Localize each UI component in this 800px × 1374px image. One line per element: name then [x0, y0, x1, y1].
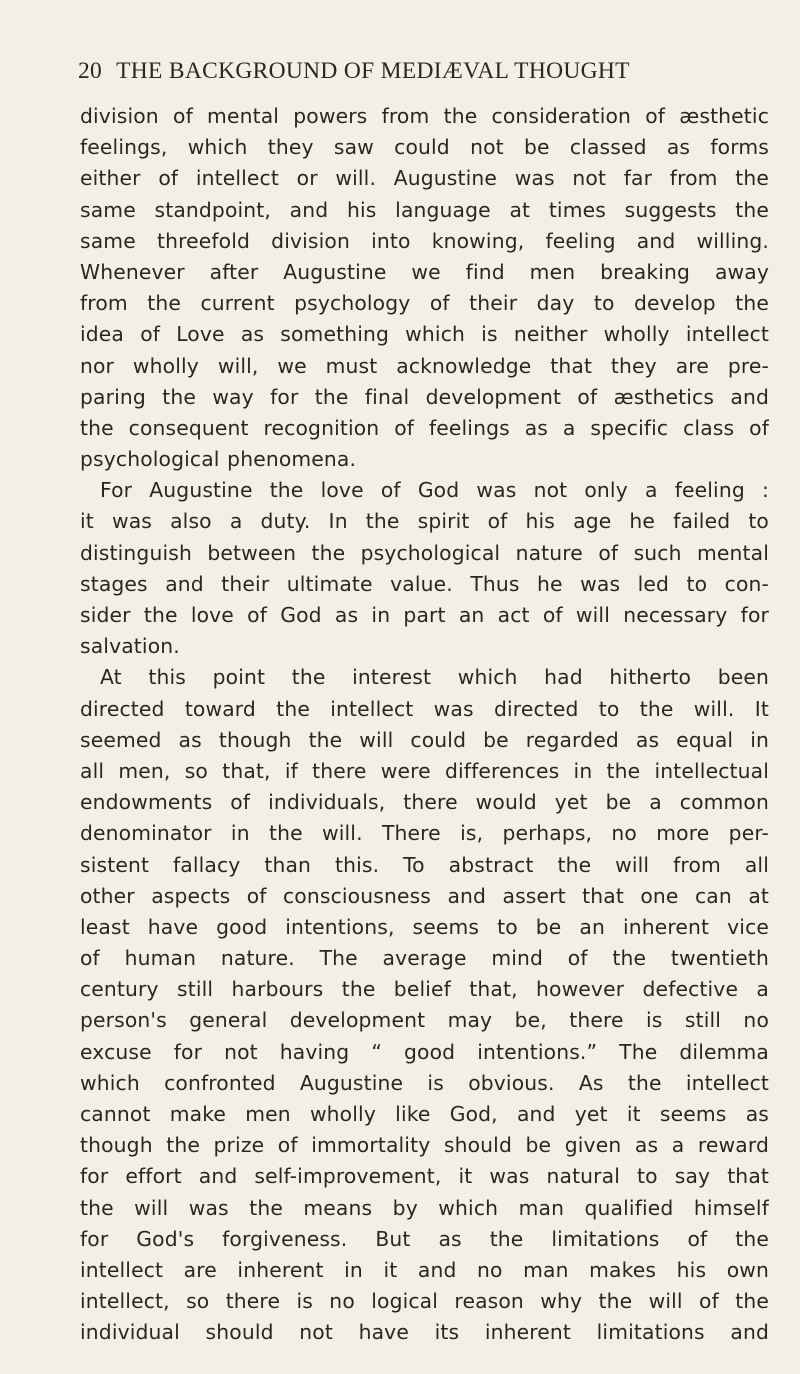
- text-line: directed toward the intellect was directed to the will. It: [80, 696, 769, 721]
- text-line: sistent fallacy than this. To abstract the will from all: [80, 852, 769, 877]
- text-line: the will was the means by which man qualified himself: [80, 1195, 769, 1220]
- text-line: of human nature. The average mind of the twentieth: [80, 946, 769, 971]
- chapter-title: THE BACKGROUND OF MEDIÆVAL THOUGHT: [116, 58, 630, 84]
- text-line: distinguish between the psychological nature of such mental: [80, 540, 769, 565]
- text-line: excuse for not having “ good intentions.” The dilemma: [80, 1039, 769, 1064]
- text-line: century still harbours the belief that, however defective a: [80, 977, 769, 1002]
- text-line: though the prize of immortality should be given as a reward: [80, 1133, 769, 1158]
- text-line: either of intellect or will. Augustine was not far from the: [80, 166, 769, 191]
- text-line: individual should not have its inherent limitations and: [80, 1320, 769, 1345]
- paragraph-start-line: For Augustine the love of God was not only a feeling :: [100, 478, 769, 503]
- text-line: least have good intentions, seems to be an inherent vice: [80, 914, 769, 939]
- text-line: from the current psychology of their day to develop the: [80, 291, 769, 316]
- text-line: same standpoint, and his language at times suggests the: [80, 197, 769, 222]
- text-line: paring the way for the final development of æsthetics and: [80, 384, 769, 409]
- text-line: nor wholly will, we must acknowledge that they are pre-: [80, 353, 769, 378]
- text-line: for God's forgiveness. But as the limitations of the: [80, 1226, 769, 1251]
- text-line: idea of Love as something which is neither wholly intellect: [80, 322, 769, 347]
- text-line: stages and their ultimate value. Thus he was led to con-: [80, 571, 769, 596]
- text-line: person's general development may be, there is still no: [80, 1008, 769, 1033]
- text-line: feelings, which they saw could not be classed as forms: [80, 135, 769, 160]
- text-line: it was also a duty. In the spirit of his age he failed to: [80, 509, 769, 534]
- text-line: Whenever after Augustine we find men breaking away: [80, 259, 769, 284]
- text-line: endowments of individuals, there would yet be a common: [80, 790, 769, 815]
- text-line: intellect are inherent in it and no man makes his own: [80, 1257, 769, 1282]
- text-line: all men, so that, if there were differences in the intellectual: [80, 758, 769, 783]
- paragraph-start-line: At this point the interest which had hitherto been: [100, 665, 769, 690]
- text-line: other aspects of consciousness and assert that one can at: [80, 883, 769, 908]
- text-line: for effort and self-improvement, it was natural to say that: [80, 1164, 769, 1189]
- text-line: cannot make men wholly like God, and yet it seems as: [80, 1102, 769, 1126]
- text-line: seemed as though the will could be regarded as equal in: [80, 727, 769, 752]
- paragraph-end-line: salvation.: [80, 634, 180, 659]
- text-line: sider the love of God as in part an act of will necessary for: [80, 603, 769, 627]
- text-line: which confronted Augustine is obvious. As the intellect: [80, 1070, 769, 1095]
- text-line: denominator in the will. There is, perhaps, no more per-: [80, 821, 769, 846]
- text-line: same threefold division into knowing, feeling and willing.: [80, 228, 769, 253]
- text-line: the consequent recognition of feelings as a specific class of: [80, 415, 769, 440]
- body-text: [80, 101, 769, 1349]
- running-head: [78, 58, 768, 85]
- page-number: 20: [78, 58, 103, 84]
- text-line: division of mental powers from the consideration of æsthetic: [80, 104, 769, 128]
- text-line: intellect, so there is no logical reason why the will of the: [80, 1289, 769, 1314]
- paragraph-end-line: psychological phenomena.: [80, 447, 357, 472]
